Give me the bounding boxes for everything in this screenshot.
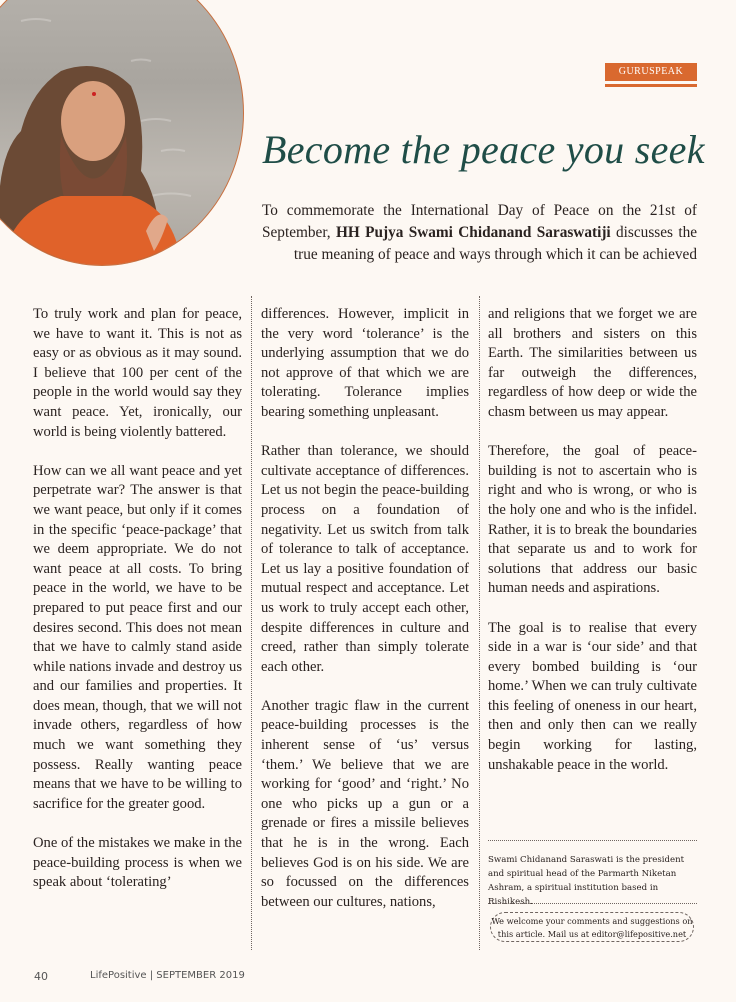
standfirst	[262, 200, 697, 266]
article-column-2	[261, 305, 469, 950]
author-photo	[0, 0, 244, 266]
paragraph: and religions that we forget we are all brothers and sisters on this Earth. The similarities between us far outweigh the differences, regardless of how deep or wide the chasm between us may appear.	[488, 306, 697, 420]
standfirst-outro: discusses the true meaning of peace and ways through which it can be achieved	[293, 224, 698, 263]
author-name: HH Pujya Swami Chidanand Saraswatiji	[335, 224, 611, 241]
portrait-illustration	[0, 0, 243, 265]
standfirst-intro: To commemorate the International Day of Peace on the 21st of September,	[262, 202, 697, 241]
article-column-3	[488, 305, 697, 825]
bio-divider	[488, 903, 697, 904]
feedback-note: We welcome your comments and suggestions on this article. Mail us at editor@lifepositive.net	[490, 912, 694, 942]
bio-divider	[488, 840, 697, 841]
paragraph: The goal is to realise that every side in a war is ‘our side’ and that every bombed building is ‘our home.’ When we can truly cultivate this feeling of oneness in our heart, then and only then can we really begin working for lasting, unshakable peace in the world.	[488, 619, 697, 773]
paragraph: differences. However, implicit in the very word ‘tolerance’ is the underlying assumption that we do not approve of that which we are tolerating. Tolerance implies bearing something unpleasant.	[261, 306, 469, 420]
author-bio: Swami Chidanand Saraswati is the president and spiritual head of the Parmarth Niketan Ashram, a spiritual institution based in Rishikesh.	[488, 855, 685, 907]
paragraph: How can we all want peace and yet perpetrate war? The answer is that we want peace, but only if it comes in the specific ‘peace-package’ that we deem appropriate. We do not want peace at all costs. To bring peace in the world, we have to be prepared to put peace first and our desires second. This does not mean that we have to calmly stand aside while nations invade and destroy us and our families and properties. It does mean, though, that we will not invade others, regardless of how much we want something they possess. Really wanting peace means that we have to be willing to sacrifice for the greater good.	[33, 462, 242, 812]
paragraph: One of the mistakes we make in the peace-building process is when we speak about ‘tolerating’	[33, 835, 242, 891]
paragraph: To truly work and plan for peace, we have to want it. This is not as easy or as obvious as it may sound. I believe that 100 per cent of the people in the world would say they want peace. Yet, ironically, our world is being violently battered.	[33, 306, 242, 440]
article-column-1	[33, 305, 242, 950]
paragraph: Therefore, the goal of peace-building is not to ascertain who is right and who is wrong, or who is the holy one and who is the infidel. Rather, it is to break the boundaries that separate us and to work for solutions that address our basic human needs and aspirations.	[488, 443, 697, 597]
magazine-footer: LifePositive | SEPTEMBER 2019	[90, 970, 245, 981]
section-tag-underline	[605, 84, 697, 87]
article-title: Become the peace you seek	[262, 127, 705, 172]
column-divider	[251, 296, 252, 950]
paragraph: Another tragic flaw in the current peace-building processes is the inherent sense of ‘us’ versus ‘them.’ We believe that we are working for ‘good’ and ‘right.’ No one who picks up a gun or a grenade or fires a missile believes that he is in the wrong. Each believes God is on his side. We are so focussed on the differences between our cultures, nations,	[261, 697, 469, 910]
section-tag: GURUSPEAK	[605, 63, 697, 81]
paragraph: Rather than tolerance, we should cultivate acceptance of differences. Let us not begin the peace-building process on a foundation of negativity. Let us switch from talk of tolerance to talk of acceptance. Let us lay a positive foundation of mutual respect and acceptance. Let us work to truly accept each other, despite differences in culture and creed, rather than simply tolerate each other.	[261, 443, 469, 675]
page-number: 40	[34, 970, 48, 983]
column-divider	[479, 296, 480, 950]
